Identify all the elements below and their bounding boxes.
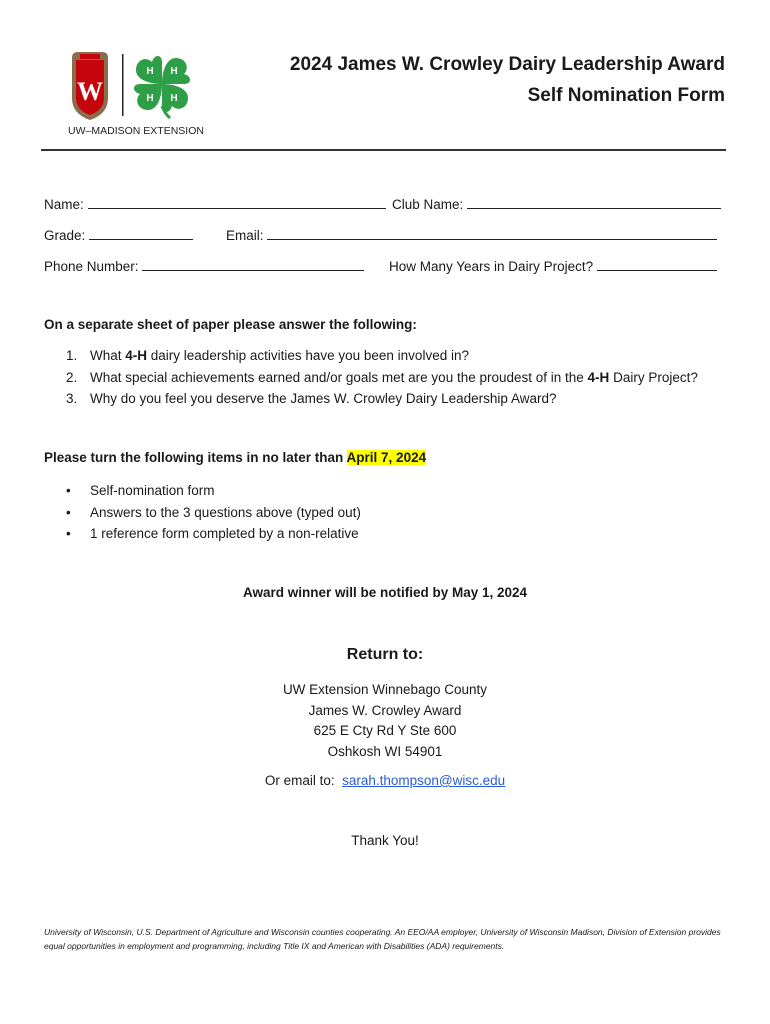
return-heading: Return to: — [346, 646, 424, 663]
list-item: 2. What special achievements earned and/or goals met are you the proudest of in the 4-H Dairy Project? — [66, 369, 698, 385]
logo-wordmark: UW–MADISON EXTENSION — [68, 125, 204, 137]
deadline-date: April 7, 2024 — [346, 450, 427, 465]
grade-field[interactable] — [44, 226, 193, 243]
name-field[interactable] — [44, 195, 386, 212]
years-field[interactable] — [389, 257, 717, 274]
name-label: Name: — [44, 197, 84, 212]
svg-text:H: H — [170, 66, 178, 77]
email-field[interactable] — [226, 226, 717, 243]
phone-label: Phone Number: — [44, 259, 139, 274]
phone-line[interactable] — [142, 257, 364, 271]
svg-text:W: W — [77, 77, 103, 106]
title-line-1: 2024 James W. Crowley Dairy Leadership Award — [289, 54, 725, 75]
email-line-text: Or email to: sarah.thompson@wisc.edu — [264, 773, 506, 788]
list-item: 3. Why do you feel you deserve the James W. Crowley Dairy Leadership Award? — [66, 391, 557, 406]
svg-text:H: H — [146, 93, 154, 104]
list-item: 1. What 4-H dairy leadership activities have you been involved in? — [66, 348, 469, 363]
email-line[interactable] — [267, 226, 717, 240]
list-item: • Self-nomination form — [66, 483, 215, 498]
svg-text:H: H — [170, 93, 178, 104]
grade-label: Grade: — [44, 228, 86, 243]
list-item: • 1 reference form completed by a non-relative — [66, 526, 359, 541]
grade-line[interactable] — [89, 226, 193, 240]
list-item: • Answers to the 3 questions above (typed out) — [66, 504, 361, 520]
name-line[interactable] — [88, 195, 386, 209]
svg-text:H: H — [146, 66, 154, 77]
return-address: UW Extension Winnebago County James W. Crowley Award 625 E Cty Rd Y Ste 600 Oshkosh WI 54901 — [282, 682, 488, 759]
club-name-label: Club Name: — [392, 197, 464, 212]
thank-you: Thank You! — [351, 833, 419, 848]
phone-field[interactable] — [44, 257, 364, 274]
title-line-2: Self Nomination Form — [527, 85, 725, 106]
email-label: Email: — [226, 228, 264, 243]
club-name-field[interactable] — [392, 195, 721, 212]
uw-crest-4h-clover-icon — [66, 48, 206, 140]
required-items-list — [66, 480, 361, 545]
club-name-line[interactable] — [467, 195, 721, 209]
questions-intro: On a separate sheet of paper please answer the following: — [44, 317, 417, 332]
questions-list — [66, 345, 698, 410]
notification-notice: Award winner will be notified by May 1, 2024 — [242, 585, 528, 600]
header-divider — [41, 149, 726, 151]
years-label: How Many Years in Dairy Project? — [389, 259, 594, 274]
deadline-text: Please turn the following items in no later than April 7, 2024 — [44, 450, 427, 465]
email-link[interactable]: sarah.thompson@wisc.edu — [342, 773, 506, 788]
uw-extension-logo — [66, 48, 206, 140]
page-title — [290, 49, 725, 111]
footer-disclaimer: University of Wisconsin, U.S. Department of Agriculture and Wisconsin counties cooperating. An EEO/AA employer, University of Wisconsin Madison, Division of Extension provides equal opportunities in employment and programming, including Title IX and American with Disabilities (ADA) requirements. — [44, 927, 721, 951]
years-line[interactable] — [597, 257, 717, 271]
